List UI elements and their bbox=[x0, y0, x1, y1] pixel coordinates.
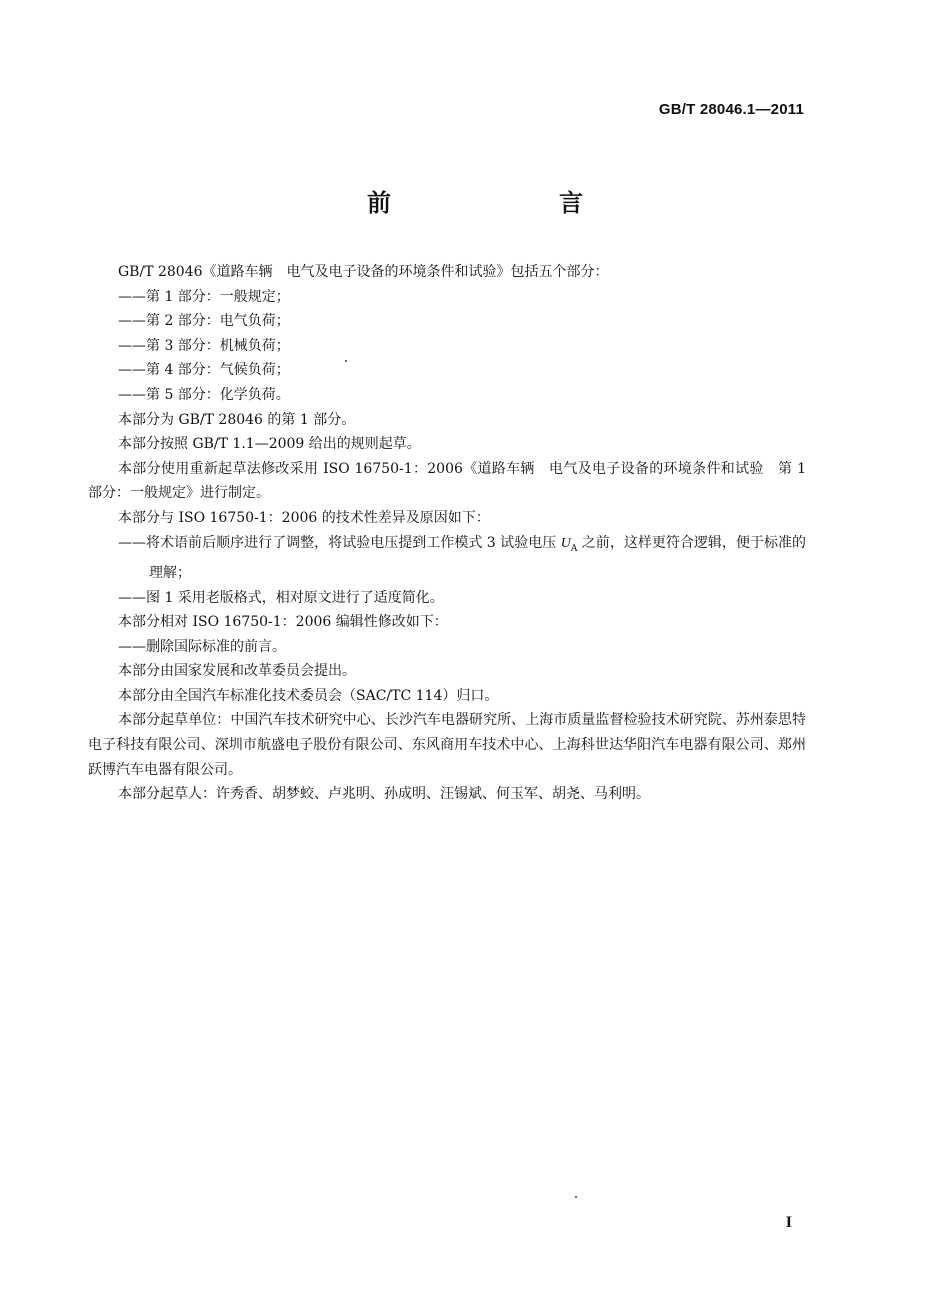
adoption-statement: 本部分使用重新起草法修改采用 ISO 16750-1：2006《道路车辆 电气及电子设备的环境条件和试验 第 1 部分：一般规定》进行制定。 bbox=[88, 460, 806, 502]
foreword-body bbox=[88, 260, 806, 807]
voltage-subscript: A bbox=[570, 543, 578, 554]
part-list-item: ——第 5 部分：化学负荷。 bbox=[118, 386, 290, 403]
page-title: 前 言 bbox=[367, 189, 623, 217]
difference-text-after: 之前，这样更符合逻辑，便于标准的理解； bbox=[149, 534, 806, 581]
scan-speck bbox=[575, 1196, 577, 1198]
drafting-units-statement: 本部分起草单位：中国汽车技术研究中心、长沙汽车电器研究所、上海市质量监督检验技术研究院、苏州泰思特电子科技有限公司、深圳市航盛电子股份有限公司、东风商用车技术中心、上海科世达华阳汽车电器有限公司、郑州跃博汽车电器有限公司。 bbox=[88, 712, 806, 778]
difference-text-before: ——将术语前后顺序进行了调整，将试验电压提到工作模式 3 试验电压 bbox=[118, 534, 561, 551]
drafters-statement: 本部分起草人：许秀香、胡梦蛟、卢兆明、孙成明、汪锡斌、何玉军、胡尧、马利明。 bbox=[118, 786, 650, 803]
drafting-rule-statement: 本部分按照 GB/T 1.1—2009 给出的规则起草。 bbox=[118, 436, 421, 453]
editorial-changes-heading: 本部分相对 ISO 16750-1：2006 编辑性修改如下： bbox=[118, 614, 448, 631]
technical-differences-heading: 本部分与 ISO 16750-1：2006 的技术性差异及原因如下： bbox=[118, 509, 490, 526]
voltage-symbol: U bbox=[560, 535, 571, 551]
part-statement: 本部分为 GB/T 28046 的第 1 部分。 bbox=[118, 411, 356, 428]
part-list-item: ——第 2 部分：电气负荷； bbox=[118, 313, 290, 330]
page-number: I bbox=[785, 1214, 792, 1231]
part-list-item: ——第 3 部分：机械负荷； bbox=[118, 337, 290, 354]
standard-code: GB/T 28046.1—2011 bbox=[658, 101, 804, 118]
technical-difference-item: ——图 1 采用老版格式，相对原文进行了适度简化。 bbox=[118, 589, 444, 606]
intro-paragraph: GB/T 28046《道路车辆 电气及电子设备的环境条件和试验》包括五个部分： bbox=[118, 264, 609, 280]
scan-speck bbox=[345, 360, 347, 362]
editorial-change-item: ——删除国际标准的前言。 bbox=[118, 638, 286, 655]
part-list-item: ——第 4 部分：气候负荷； bbox=[118, 362, 290, 379]
committee-statement: 本部分由全国汽车标准化技术委员会（SAC/TC 114）归口。 bbox=[118, 687, 499, 704]
technical-difference-item bbox=[88, 531, 806, 586]
proposer-statement: 本部分由国家发展和改革委员会提出。 bbox=[118, 663, 356, 680]
part-list-item: ——第 1 部分：一般规定； bbox=[118, 288, 290, 305]
